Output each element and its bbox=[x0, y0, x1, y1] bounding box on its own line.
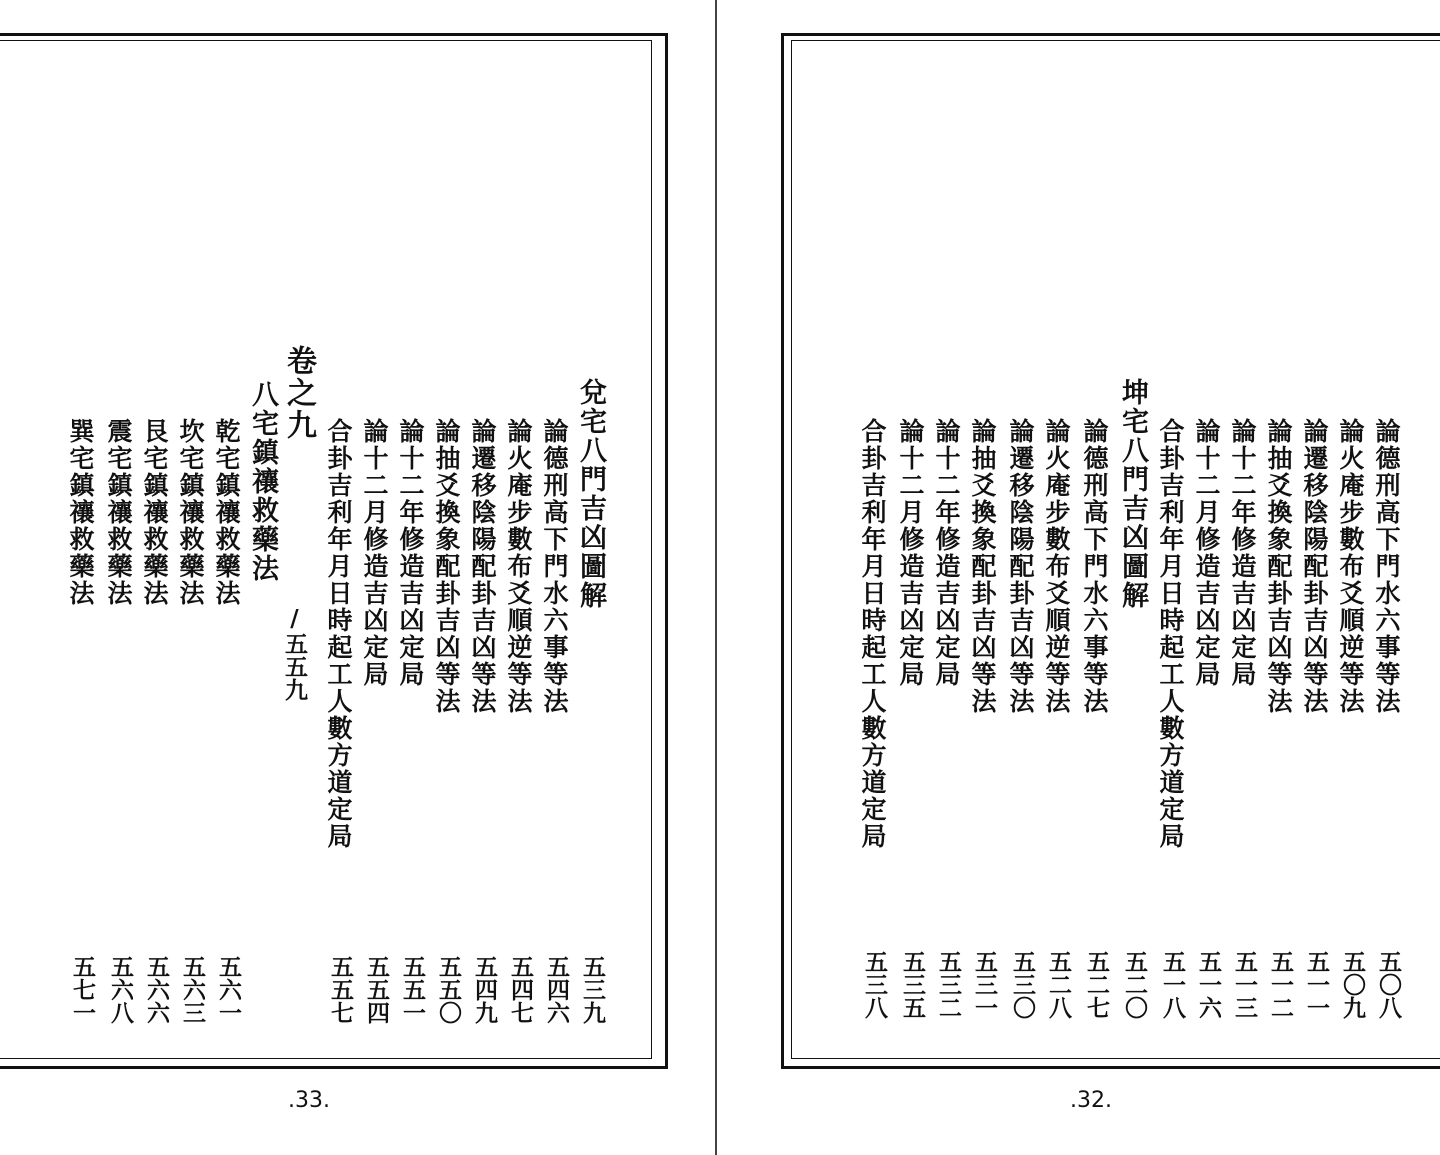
toc-entry-page: 五五一 bbox=[399, 955, 426, 1024]
toc-entry-title: 論十二月修造吉凶定局 bbox=[360, 418, 389, 688]
toc-entry-page: 五三二 bbox=[935, 950, 962, 1019]
toc-entry-title: 合卦吉利年月日時起工人數方道定局 bbox=[1156, 418, 1185, 850]
toc-entry-page: 五一六 bbox=[1195, 950, 1222, 1019]
toc-entry-page: 五四七 bbox=[507, 955, 534, 1024]
right-page bbox=[718, 0, 1440, 1155]
toc-entry-title: 巽宅鎮禳救藥法 bbox=[66, 418, 95, 607]
toc-entry-page: 五〇九 bbox=[1339, 950, 1366, 1019]
toc-entry-page: 五六三 bbox=[179, 955, 206, 1024]
toc-entry-page: 五一一 bbox=[1303, 950, 1330, 1019]
toc-entry-page: 五三八 bbox=[861, 950, 888, 1019]
toc-entry-page: 五四九 bbox=[471, 955, 498, 1024]
toc-entry-page: 五一二 bbox=[1267, 950, 1294, 1019]
toc-entry-title: 論抽爻換象配卦吉凶等法 bbox=[432, 418, 461, 715]
toc-entry-page: 五五〇 bbox=[435, 955, 462, 1024]
toc-entry-page: 五二八 bbox=[1045, 950, 1072, 1019]
toc-entry-page: 五六一 bbox=[215, 955, 242, 1024]
volume-title: 卷之九 bbox=[281, 345, 316, 441]
toc-entry-page: 五〇八 bbox=[1375, 950, 1402, 1019]
toc-entry-title: 論抽爻換象配卦吉凶等法 bbox=[1264, 418, 1293, 715]
toc-entry-title: 八宅鎮禳救藥法 bbox=[247, 380, 278, 583]
toc-entry-title: 論十二月修造吉凶定局 bbox=[896, 418, 925, 688]
toc-entry-title: 論德刑高下門水六事等法 bbox=[540, 418, 569, 715]
toc-entry-page: 五三九 bbox=[579, 955, 606, 1024]
toc-entry-page: 五一三 bbox=[1231, 950, 1258, 1019]
toc-entry-page: 五一八 bbox=[1159, 950, 1186, 1019]
toc-entry-title: 論德刑高下門水六事等法 bbox=[1372, 418, 1401, 715]
toc-entry-page: 五五七 bbox=[327, 955, 354, 1024]
left-page bbox=[0, 0, 716, 1155]
toc-entry-title: 論十二年修造吉凶定局 bbox=[932, 418, 961, 688]
toc-entry-title: 論十二年修造吉凶定局 bbox=[1228, 418, 1257, 688]
toc-entry-title: 合卦吉利年月日時起工人數方道定局 bbox=[858, 418, 887, 850]
toc-entry-title: 坎宅鎮禳救藥法 bbox=[176, 418, 205, 607]
toc-entry-page: 五二七 bbox=[1083, 950, 1110, 1019]
toc-entry-page: 五五四 bbox=[363, 955, 390, 1024]
toc-entry-title: 論十二年修造吉凶定局 bbox=[396, 418, 425, 688]
toc-entry-title: 論德刑高下門水六事等法 bbox=[1080, 418, 1109, 715]
toc-entry-page: 五三一 bbox=[971, 950, 998, 1019]
toc-entry-title: 合卦吉利年月日時起工人數方道定局 bbox=[324, 418, 353, 850]
toc-entry-title: 論火庵步數布爻順逆等法 bbox=[1336, 418, 1365, 715]
page-number: .33. bbox=[288, 1088, 330, 1113]
toc-entry-page: 五三五 bbox=[899, 950, 926, 1019]
toc-entry-title: 論火庵步數布爻順逆等法 bbox=[1042, 418, 1071, 715]
toc-entry-title: 論抽爻換象配卦吉凶等法 bbox=[968, 418, 997, 715]
toc-entry-page: 五四六 bbox=[543, 955, 570, 1024]
toc-entry-page: 五六八 bbox=[107, 955, 134, 1024]
toc-entry-title: 兌宅八門吉凶圖解 bbox=[575, 378, 606, 610]
toc-entry-page: 五七一 bbox=[69, 955, 96, 1024]
page-number: .32. bbox=[1070, 1088, 1112, 1113]
toc-entry-title: 論十二月修造吉凶定局 bbox=[1192, 418, 1221, 688]
toc-entry-page: /五五九 bbox=[281, 605, 308, 701]
toc-entry-title: 艮宅鎮禳救藥法 bbox=[140, 418, 169, 607]
toc-entry-title: 論遷移陰陽配卦吉凶等法 bbox=[468, 418, 497, 715]
toc-entry-title: 論遷移陰陽配卦吉凶等法 bbox=[1300, 418, 1329, 715]
toc-entry-title: 坤宅八門吉凶圖解 bbox=[1117, 378, 1148, 610]
toc-entry-page: 五六六 bbox=[143, 955, 170, 1024]
toc-entry-title: 論遷移陰陽配卦吉凶等法 bbox=[1006, 418, 1035, 715]
toc-entry-page: 五三〇 bbox=[1009, 950, 1036, 1019]
toc-entry-page: 五二〇 bbox=[1121, 950, 1148, 1019]
toc-entry-title: 論火庵步數布爻順逆等法 bbox=[504, 418, 533, 715]
toc-entry-title: 乾宅鎮禳救藥法 bbox=[212, 418, 241, 607]
toc-entry-title: 震宅鎮禳救藥法 bbox=[104, 418, 133, 607]
